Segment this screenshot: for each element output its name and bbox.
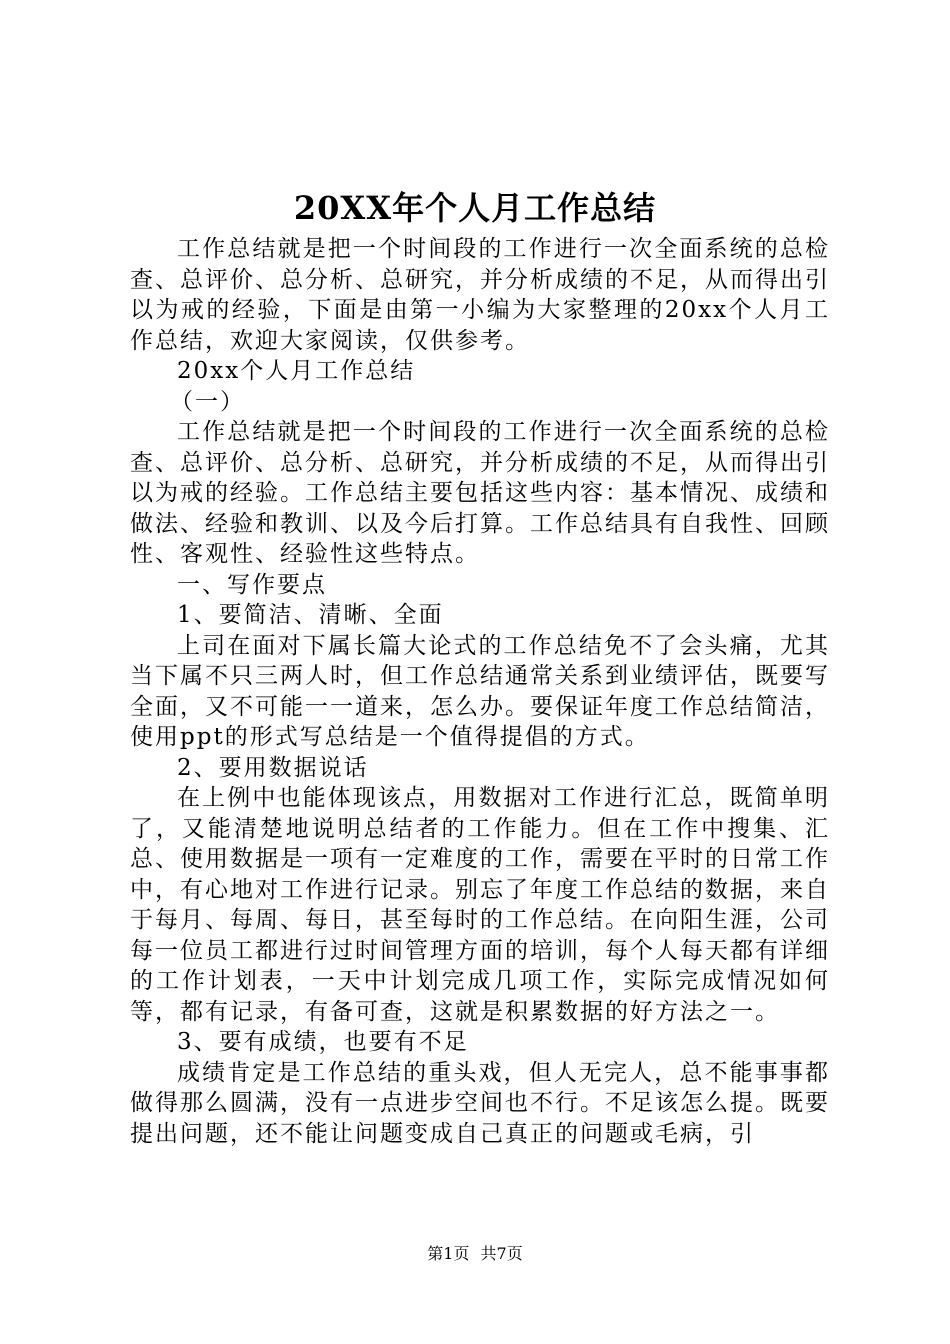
document-body xyxy=(130,234,830,1149)
body-paragraph: 上司在面对下属长篇大论式的工作总结免不了会头痛，尤其当下属不只三两人时，但工作总结通常关系到业绩评估，既要写全面，又不可能一一道来，怎么办。要保证年度工作总结简洁，使用ppt的形式写总结是一个值得提倡的方式。 xyxy=(130,632,830,750)
subheading-point-2: 2、要用数据说话 xyxy=(177,754,369,781)
body-paragraph: 成绩肯定是工作总结的重头戏，但人无完人，总不能事事都做得那么圆满，没有一点进步空间也不行。不足该怎么提。既要提出问题，还不能让问题变成自己真正的问题或毛病，引 xyxy=(130,1059,830,1147)
subheading-point-1: 1、要简洁、清晰、全面 xyxy=(177,602,444,628)
subheading-point-3: 3、要有成绩，也要有不足 xyxy=(177,1029,469,1055)
page-total: 共7页 xyxy=(480,1244,523,1263)
page-footer xyxy=(0,1243,950,1265)
subheading-writing-points: 一、写作要点 xyxy=(177,571,327,598)
section-title: 20xx个人月工作总结 xyxy=(177,358,416,384)
body-paragraph: 工作总结就是把一个时间段的工作进行一次全面系统的总检查、总评价、总分析、总研究，并分析成绩的不足，从而得出引以为戒的经验。工作总结主要包括这些内容：基本情况、成绩和做法、经验和教训、以及今后打算。工作总结具有自我性、回顾性、客观性、经验性这些特点。 xyxy=(130,419,830,567)
document-title: 20XX年个人月工作总结 xyxy=(293,189,657,227)
section-number: （一） xyxy=(170,388,245,415)
body-paragraph: 在上例中也能体现该点，用数据对工作进行汇总，既简单明了，又能清楚地说明总结者的工作能力。但在工作中搜集、汇总、使用数据是一项有一定难度的工作，需要在平时的日常工作中，有心地对工作进行记录。别忘了年度工作总结的数据，来自于每月、每周、每日，甚至每时的工作总结。在向阳生涯，公司每一位员工都进行过时间管理方面的培训，每个人每天都有详细的工作计划表，一天中计划完成几项工作，实际完成情况如何等，都有记录，有备可查，这就是积累数据的好方法之一。 xyxy=(130,785,830,1025)
page-number: 第1页 xyxy=(427,1244,470,1263)
intro-paragraph: 工作总结就是把一个时间段的工作进行一次全面系统的总检查、总评价、总分析、总研究，并分析成绩的不足，从而得出引以为戒的经验，下面是由第一小编为大家整理的20xx个人月工作总结，欢迎大家阅读，仅供参考。 xyxy=(130,236,830,354)
